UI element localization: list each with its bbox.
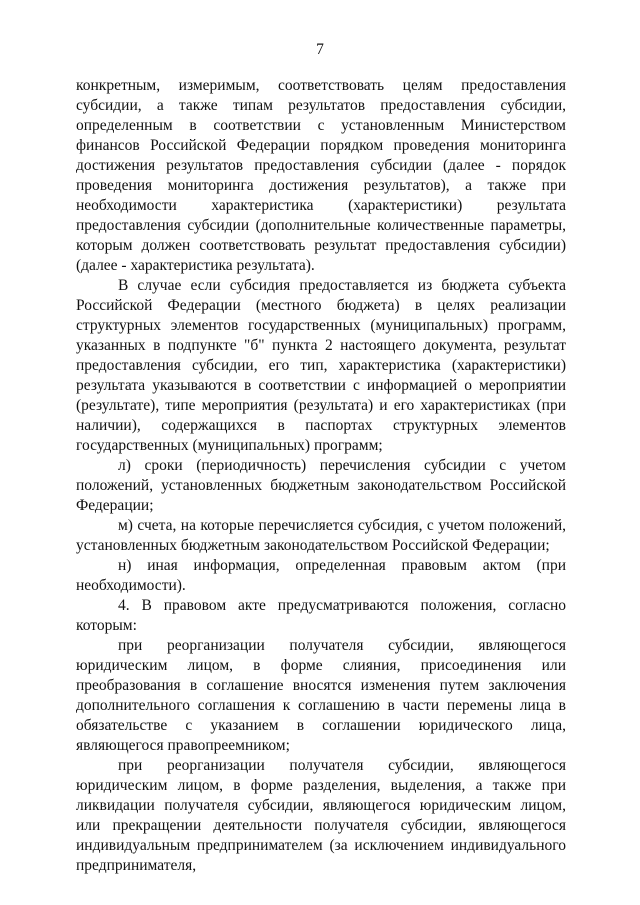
paragraph: л) сроки (периодичность) перечисления субсидии с учетом положений, установленных бюджетным законодательством Российской Федерации; [76, 457, 566, 514]
paragraph: В случае если субсидия предоставляется из бюджета субъекта Российской Федерации (местного бюджета) в целях реализации структурных элементов государственных (муниципальных) программ, указанных в подпункте "б" пункта 2 настоящего документа, результат предоставления субсидии, его тип, характеристика (характеристики) результата указываются в соответствии с информацией о мероприятии (результате), типе мероприятия (результата) и его характеристиках (при наличии), содержащихся в паспортах структурных элементов государственных (муниципальных) программ; [76, 277, 566, 454]
page-number: 7 [316, 41, 324, 58]
paragraph: н) иная информация, определенная правовым актом (при необходимости). [76, 557, 566, 594]
paragraph: конкретным, измеримым, соответствовать целям предоставления субсидии, а также типам результатов предоставления субсидии, определенным в соответствии с установленным Министерством финансов Российской Федерации порядком проведения мониторинга достижения результатов предоставления субсидии (далее - порядок проведения мониторинга достижения результатов), а также при необходимости характеристика (характеристики) результата предоставления субсидии (дополнительные количественные параметры, которым должен соответствовать результат предоставления субсидии) (далее - характеристика результата). [76, 77, 566, 274]
paragraph: 4. В правовом акте предусматриваются положения, согласно которым: [76, 597, 566, 634]
document-body [76, 76, 566, 876]
paragraph: м) счета, на которые перечисляется субсидия, с учетом положений, установленных бюджетным законодательством Российской Федерации; [76, 517, 566, 554]
paragraph: при реорганизации получателя субсидии, являющегося юридическим лицом, в форме разделения, выделения, а также при ликвидации получателя субсидии, являющегося юридическим лицом, или прекращении деятельности получателя субсидии, являющегося индивидуальным предпринимателем (за исключением индивидуального предпринимателя, [76, 757, 566, 874]
paragraph: при реорганизации получателя субсидии, являющегося юридическим лицом, в форме слияния, присоединения или преобразования в соглашение вносятся изменения путем заключения дополнительного соглашения к соглашению в части перемены лица в обязательстве с указанием в соглашении юридического лица, являющегося правопреемником; [76, 637, 566, 754]
